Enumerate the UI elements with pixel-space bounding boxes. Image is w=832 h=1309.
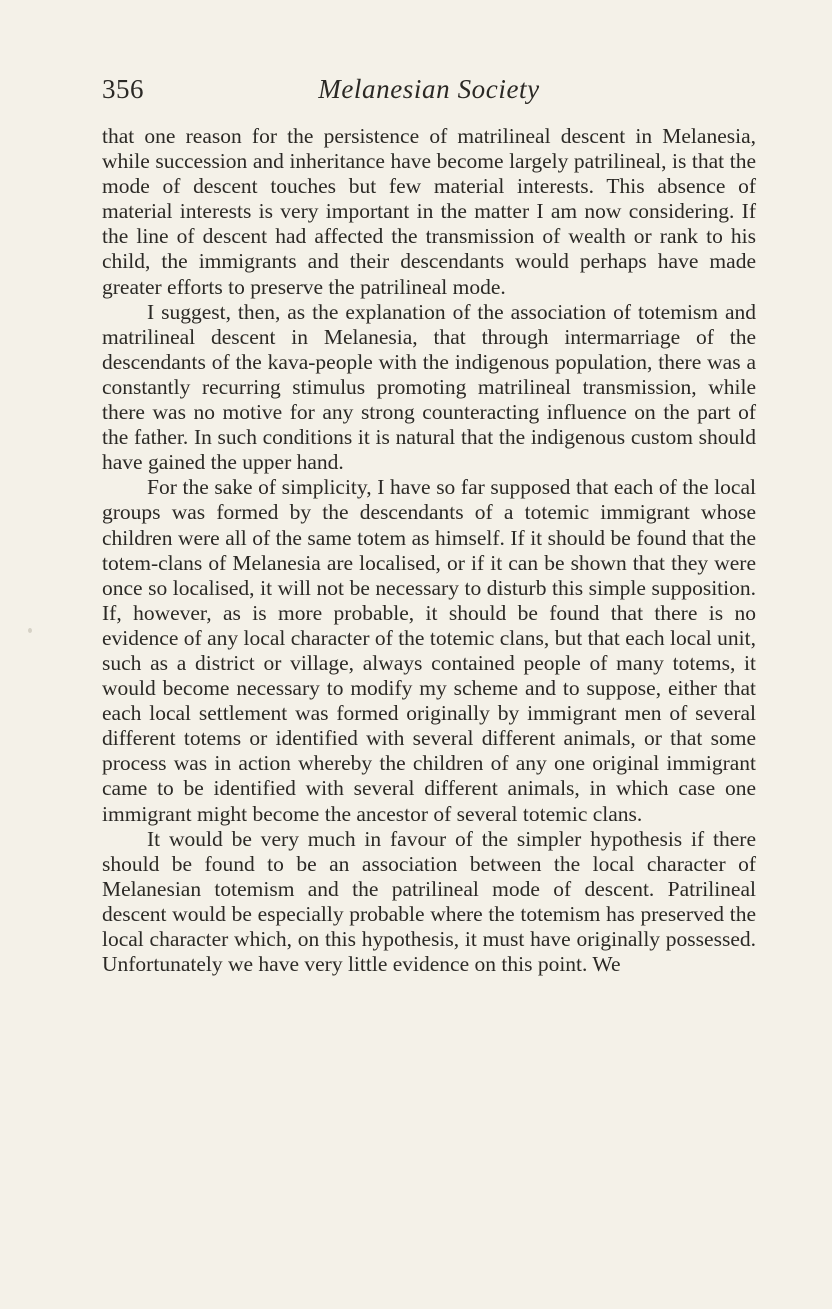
paragraph: It would be very much in favour of the simpler hypothesis if there should be found to be an association between the local character of Melanesian totemism and the patrilineal mode of descent. Patrilineal descent would be especially probable where the totemism has preserved the local character which, on this hypothesis, it must have originally possessed. Unfortunately we have very little evidence on this point. We: [102, 826, 756, 977]
page-number: 356: [102, 74, 144, 104]
paragraph: I suggest, then, as the explanation of the association of totemism and matrilineal descent in Melanesia, that through intermarriage of the descendants of the kava-people with the indigenous population, there was a constantly recurring stimulus promoting matrilineal transmission, while there was no motive for any strong counteracting influence on the part of the father. In such conditions it is natural that the indigenous custom should have gained the upper hand.: [102, 299, 756, 475]
running-head-title: Melanesian Society: [318, 74, 540, 104]
paragraph-continued: that one reason for the persistence of matrilineal descent in Melanesia, while succession and inheritance have become largely patrilineal, is that the mode of descent touches but few material interests. This absence of material interests is very important in the matter I am now considering. If the line of descent had affected the transmission of wealth or rank to his child, the immigrants and their descendants would perhaps have made greater efforts to preserve the patrilineal mode.: [102, 124, 756, 299]
running-head: [102, 74, 756, 110]
body-text: [102, 124, 756, 977]
paper-mark: [28, 628, 32, 633]
paragraph: For the sake of simplicity, I have so far supposed that each of the local groups was formed by the descendants of a totemic immigrant whose children were all of the same totem as himself. If it should be found that the totem-clans of Melanesia are localised, or if it can be shown that they were once so localised, it will not be necessary to disturb this simple supposition. If, however, as is more probable, it should be found that there is no evidence of any local character of the totemic clans, but that each local unit, such as a district or village, always contained people of many totems, it would become necessary to modify my scheme and to suppose, either that each local settlement was formed originally by immigrant men of several different totems or identified with several different animals, or that some process was in action whereby the children of any one original immigrant came to be identified with several different animals, in which case one immigrant might become the ancestor of several totemic clans.: [102, 475, 756, 826]
